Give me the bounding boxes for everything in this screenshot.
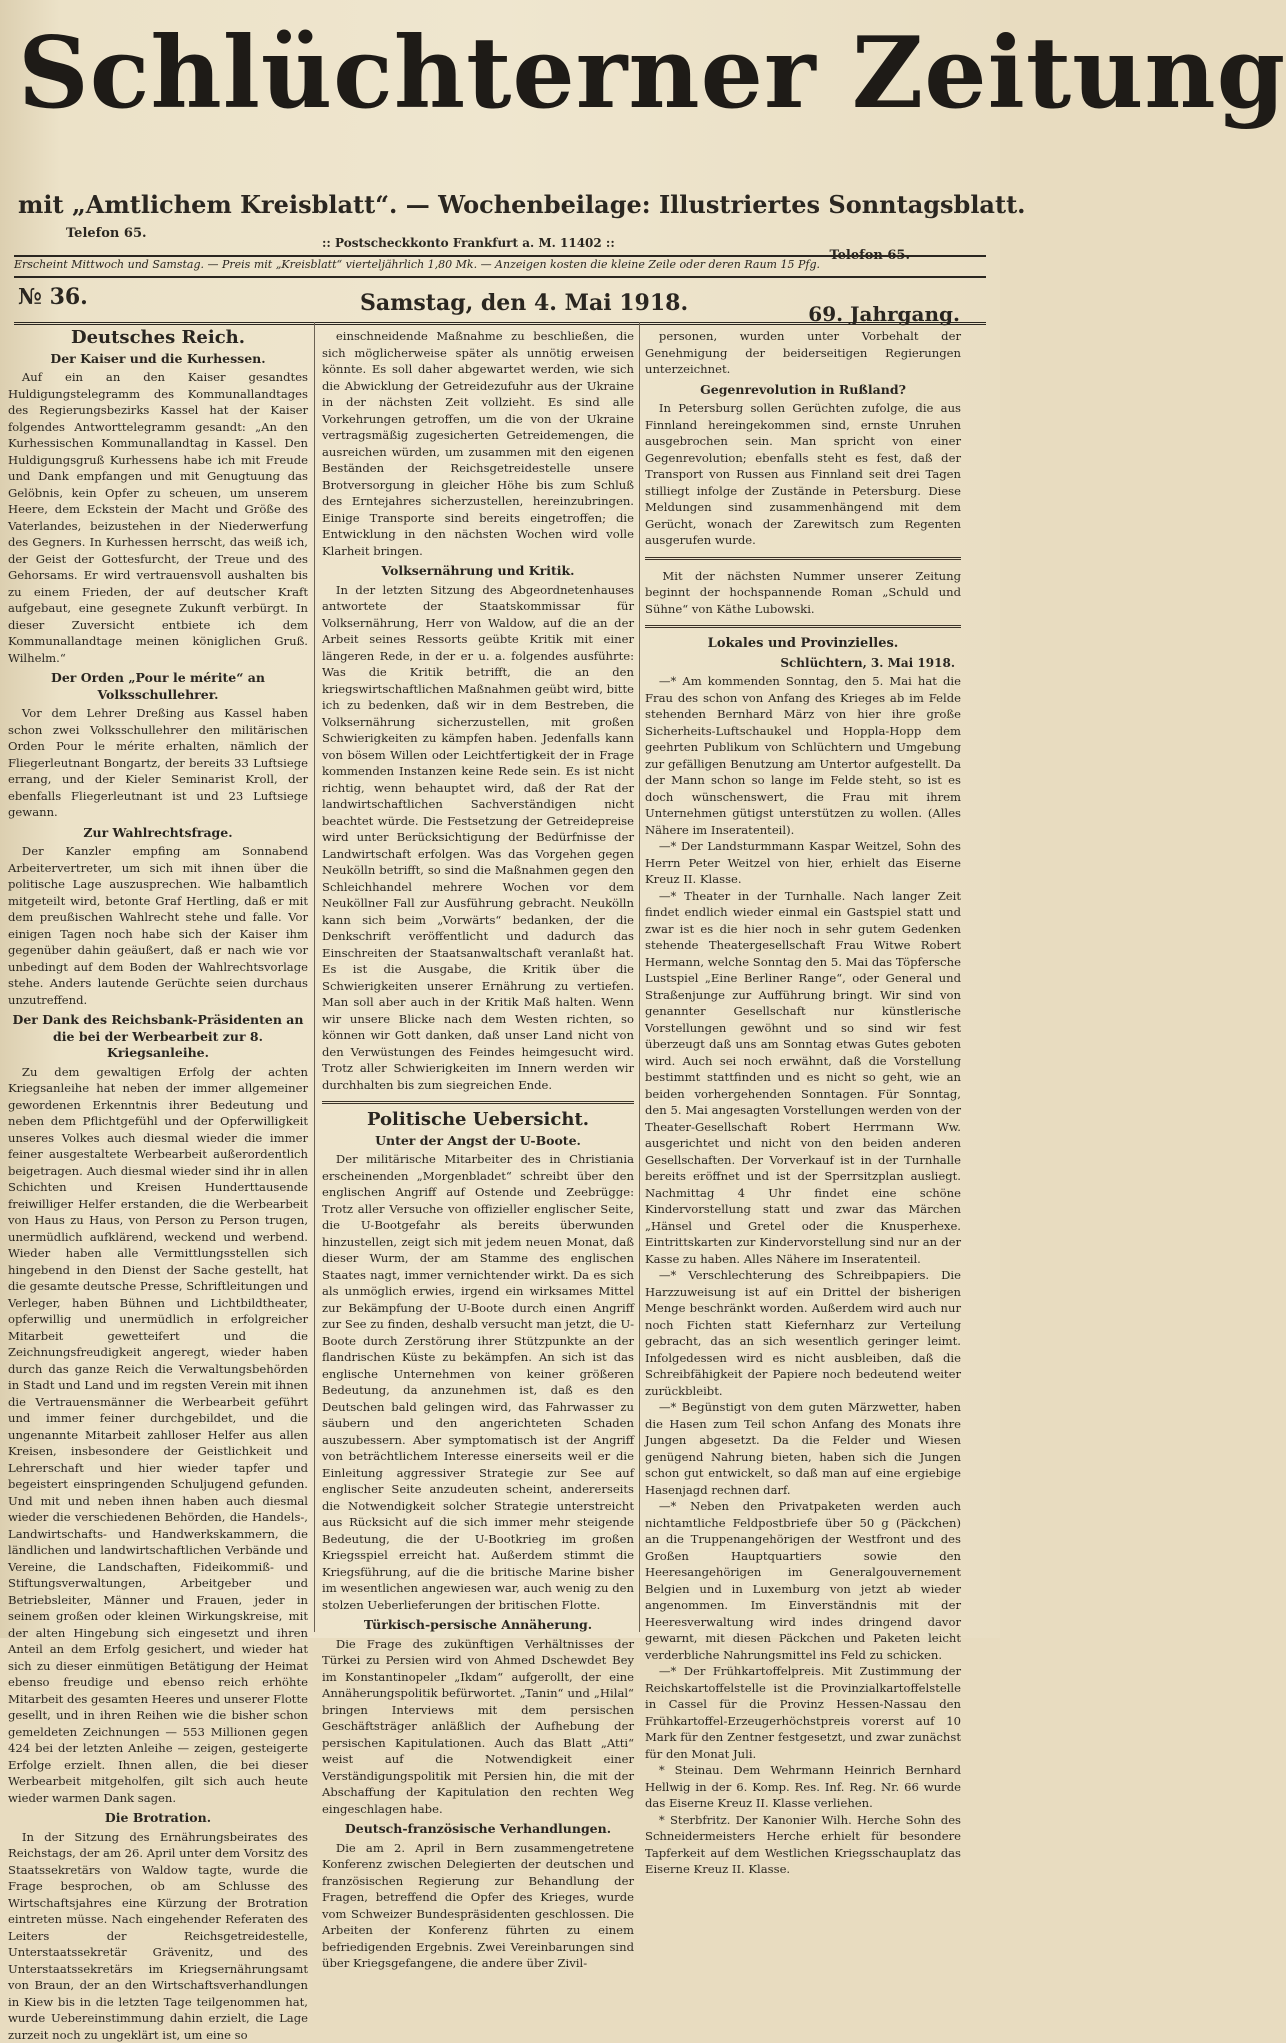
local-news-item: —* Begünstigt von dem guten Märzwetter, haben die Hasen zum Teil schon Anfang des Monats ihre Jungen abgesetzt. Da die Felder und Wiesen genügend Nahrung bieten, haben sich die Jungen schon gut entwickelt, so daß man auf eine ergiebige Hasenjagd rechnen darf.: [645, 1399, 961, 1498]
issue-date: Samstag, den 4. Mai 1918.: [360, 290, 688, 316]
article-heading: Der Orden „Pour le mérite“ an Volksschullehrer.: [8, 670, 308, 703]
article-text: In Petersburg sollen Gerüchten zufolge, die aus Finnland hereingekommen sind, ernste Unruhen ausgebrochen sein. Man spricht von einer Gegenrevolution; ebenfalls steht es fest, daß der Transport von Russen aus Finnland seit drei Tagen stilliegt infolge der Zustände in Petersburg. Diese Meldungen sind zusammenhängend mit dem Gerücht, wonach der Zarewitsch zum Regenten ausgerufen wurde.: [645, 400, 961, 549]
rule-top: [14, 255, 986, 257]
column-2: [322, 328, 634, 1628]
local-news-item: * Sterbfritz. Der Kanonier Wilh. Herche Sohn des Schneidermeisters Herche erhielt für besondere Tapferkeit auf dem Westlichen Kriegsschauplatz das Eiserne Kreuz II. Klasse.: [645, 1812, 961, 1878]
article-heading: Zur Wahlrechtsfrage.: [8, 825, 308, 842]
local-news-item: —* Verschlechterung des Schreibpapiers. Die Harzzuweisung ist auf ein Drittel der bisherigen Menge beschränkt worden. Außerdem wird auch nur noch Fichten statt Kiefernharz zur Verteilung gebracht, das an sich wesentlich geringer leimt. Infolgedessen wird es nicht ausbleiben, daß die Schreibfähigkeit der Papiere noch bedeutend weiter zurückbleibt.: [645, 1267, 961, 1399]
novel-notice: Mit der nächsten Nummer unserer Zeitung beginnt der hochspannende Roman „Schuld und Sühne“ von Käthe Lubowski.: [645, 568, 961, 618]
publication-info: Erscheint Mittwoch und Samstag. — Preis mit „Kreisblatt“ vierteljährlich 1,80 Mk. — Anzeigen kosten die kleine Zeile oder deren Raum 15 Pfg.: [14, 258, 989, 271]
column-divider: [314, 322, 315, 1632]
article-heading: Unter der Angst der U-Boote.: [322, 1133, 634, 1150]
article-heading: Volksernährung und Kritik.: [322, 563, 634, 580]
section-heading: Deutsches Reich.: [8, 330, 308, 347]
local-news-item: —* Der Landsturmmann Kaspar Weitzel, Sohn des Herrn Peter Weitzel von hier, erhielt das Eiserne Kreuz II. Klasse.: [645, 838, 961, 888]
issue-year: 69. Jahrgang.: [808, 302, 960, 326]
rule-info: [14, 276, 986, 278]
dateline: Schlüchtern, 3. Mai 1918.: [651, 655, 955, 672]
section-rule: [645, 625, 961, 628]
article-text: Die Frage des zukünftigen Verhältnisses der Türkei zu Persien wird von Ahmed Dschewdet Bey im Konstantinopeler „Ikdam“ aufgerollt, der eine Annäherungspolitik befürwortet. „Tanin“ und „Hilal“ bringen Interviews mit dem persischen Geschäftsträger anläßlich der Aufhebung der persischen Kapitulationen. Auch das Blatt „Atti“ weist auf die Notwendigkeit einer Verständigungspolitik mit Persien hin, die mit der Abschaffung der Kapitulation den rechten Weg eingeschlagen habe.: [322, 1636, 634, 1818]
column-1: [8, 328, 308, 1628]
newspaper-title: Schlüchterner Zeitung: [18, 14, 988, 134]
article-text: In der Sitzung des Ernährungsbeirates des Reichstags, der am 26. April unter dem Vorsitz des Staatssekretärs von Waldow tagte, wurde die Frage besprochen, ob am Schlusse des Wirtschaftsjahres eine Kürzung der Brotration eintreten müsse. Nach eingehender Referaten des Leiters der Reichsgetreidestelle, Unterstaatssekretär Grävenitz, und des Unterstaatssekretärs im Kriegsernährungsamt von Braun, der an den Wirtschaftsverhandlungen in Kiew bis in die letzten Tage teilgenommen hat, wurde Uebereinstimmung dahin erzielt, die Lage zurzeit noch zu ungeklärt ist, um eine so: [8, 1829, 308, 2043]
local-news-item: —* Neben den Privatpaketen werden auch nichtamtliche Feldpostbriefe über 50 g (Päckchen) an die Truppenangehörigen der Westfront und des Großen Hauptquartiers sowie den Heeresangehörigen im Generalgouvernement Belgien und in Luxemburg von jetzt ab wieder angenommen. Im Einverständnis mit der Heeresverwaltung wird indes dringend davor gewarnt, mit diesen Päckchen und Paketen leicht verderbliche Nahrungsmittel ins Feld zu schicken.: [645, 1498, 961, 1663]
local-news-item: * Steinau. Dem Wehrmann Heinrich Bernhard Hellwig in der 6. Komp. Res. Inf. Reg. Nr. 66 wurde das Eiserne Kreuz II. Klasse verliehen.: [645, 1762, 961, 1812]
section-rule: [322, 1101, 634, 1104]
newspaper-subtitle: mit „Amtlichem Kreisblatt“. — Wochenbeilage: Illustriertes Sonntagsblatt.: [18, 190, 988, 219]
column-divider: [639, 322, 640, 1632]
article-heading: Der Dank des Reichsbank-Präsidenten an die bei der Werbearbeit zur 8. Kriegsanleihe.: [8, 1012, 308, 1062]
postcheck-line: :: Postscheckkonto Frankfurt a. M. 11402 ::: [322, 236, 615, 250]
local-news-item: —* Am kommenden Sonntag, den 5. Mai hat die Frau des schon von Anfang des Krieges ab im Felde stehenden Bernhard März von hier ihre große Sicherheits-Luftschaukel und Hoppla-Hopp dem geehrten Publikum von Schlüchtern und Umgebung zur gefälligen Benutzung am Untertor aufgestellt. Da der Mann schon so lange im Felde steht, so ist es doch wünschenswert, die Frau mit ihrem Unternehmen gütigst unterstützen zu wollen. (Alles Nähere im Inseratenteil).: [645, 673, 961, 838]
article-text: Der militärische Mitarbeiter des in Christiania erscheinenden „Morgenbladet“ schreibt über den englischen Angriff auf Ostende und Zeebrügge: Trotz aller Versuche von offizieller englischer Seite, die U-Bootgefahr als bereits überwunden hinzustellen, zeigt sich mit jedem neuen Monat, daß dieser Wurm, der am Stamme des englischen Staates nagt, immer vernichtender wirkt. Da es sich als unmöglich erwies, irgend ein wirksames Mittel zur Bekämpfung der U-Boote durch einen Angriff zur See zu finden, deshalb versucht man jetzt, die U-Boote durch Zerstörung ihrer Stützpunkte an der flandrischen Küste zu bekämpfen. An sich ist das englische Unternehmen von keiner größeren Bedeutung, da anzunehmen ist, daß es den Deutschen bald gelingen wird, das Fahrwasser zu säubern und den angerichteten Schaden auszubessern. Aber symptomatisch ist der Angriff von beträchtlichem Interesse einerseits weil er die Einleitung aggressiver Strategie zur See auf englischer Seite anzudeuten scheint, andererseits die Notwendigkeit solcher Strategie unterstreicht aus Rücksicht auf die sich immer mehr steigende Bedeutung, die der U-Bootkrieg im großen Kriegsspiel erreicht hat. Außerdem stimmt die Kriegsführung, auf die die britische Marine bisher im wesentlichen angewiesen war, auch wenig zu den stolzen Ueberlieferungen der britischen Flotte.: [322, 1151, 634, 1613]
article-text: Die am 2. April in Bern zusammengetretene Konferenz zwischen Delegierten der deutschen und französischen Regierung zur Behandlung der Fragen, betreffend die Opfer des Krieges, wurde vom Schweizer Bundespräsidenten geschlossen. Die Arbeiten der Konferenz führten zu einem befriedigenden Ergebnis. Zwei Vereinbarungen sind über Kriegsgefangene, die andere über Zivil-: [322, 1840, 634, 1972]
issue-number: № 36.: [18, 284, 88, 310]
telefon-left: Telefon 65.: [66, 226, 147, 241]
rule-header-bottom: [14, 322, 986, 325]
article-text: In der letzten Sitzung des Abgeordnetenhauses antwortete der Staatskommissar für Volksernährung, Herr von Waldow, auf die an der Arbeit seines Ressorts geübte Kritik mit einer längeren Rede, in der er u. a. folgendes ausführte: Was die Kritik betrifft, die an den kriegswirtschaftlichen Maßnahmen geübt wird, bitte ich zu bedenken, daß wir in dem Bestreben, die Volksernährung sicherzustellen, mit großen Schwierigkeiten zu kämpfen haben. Jedenfalls kann von bösem Willen oder Leichtfertigkeit der in Frage kommenden Instanzen keine Rede sein. Es ist nicht richtig, wenn behauptet wird, daß der Rat der landwirtschaftlichen Sachverständigen nicht beachtet würde. Die Festsetzung der Getreidepreise wird unter Berücksichtigung der Bedürfnisse der Landwirtschaft erfolgen. Was das Vorgehen gegen Neukölln betrifft, so sind die Maßnahmen gegen den Schleichhandel mehrere Wochen vor dem Neuköllner Fall zur Ausführung gebracht. Neukölln kann sich beim „Vorwärts“ bedanken, der die Denkschrift veröffentlicht und dadurch das Einschreiten der Staatsanwaltschaft veranlaßt hat. Es ist die Ausgabe, die Kritik über die Schwierigkeiten unserer Ernährung zu vertiefen. Man soll aber auch in der Kritik Maß halten. Wenn wir unsere Blicke nach dem Westen richten, so können wir Gott danken, daß unser Land nicht von den Verwüstungen des Feindes heimgesucht wird. Trotz aller Schwierigkeiten im Innern werden wir durchhalten bis zum siegreichen Ende.: [322, 582, 634, 1094]
column-3: [645, 328, 961, 1628]
local-news-item: —* Der Frühkartoffelpreis. Mit Zustimmung der Reichskartoffelstelle ist die Provinzialkartoffelstelle in Cassel für die Provinz Hessen-Nassau den Frühkartoffel-Erzeugerhöchstpreis vorerst auf 10 Mark für den Zentner festgesetzt, und zwar zunächst für den Monat Juli.: [645, 1663, 961, 1762]
article-text: Zu dem gewaltigen Erfolg der achten Kriegsanleihe hat neben der immer allgemeiner gewordenen Erkenntnis ihrer Bedeutung und neben dem Pflichtgefühl und der Opferwilligkeit unseres Volkes auch diesmal wieder die immer feiner ausgestaltete Werbearbeit außerordentlich beigetragen. Auch diesmal wieder sind ihr in allen Schichten und Kreisen Hunderttausende freiwilliger Helfer erstanden, die die Werbearbeit von Haus zu Haus, von Person zu Person trugen, unermüdlich aufklärend, weckend und werbend. Wieder haben alle Vermittlungsstellen sich hingebend in den Dienst der Sache gestellt, hat die gesamte deutsche Presse, Schriftleitungen und Verleger, haben Bühnen und Lichtbildtheater, opferwillig und unermüdlich in erfolgreicher Mitarbeit gewetteifert und die Zeichnungsfreudigkeit angeregt, wieder haben durch das ganze Reich die Verwaltungsbehörden in Stadt und Land und im regsten Verein mit ihnen die Vertrauensmänner die Werbearbeit geführt und immer feiner durchgebildet, und die ungenannte Mitarbeit zahlloser Helfer aus allen Kreisen, insbesondere der Geistlichkeit und Lehrerschaft und hier wieder tapfer und begeistert einspringenden Schuljugend gefunden. Und mit und neben ihnen haben auch diesmal wieder die verschiedenen Behörden, die Handels-, Landwirtschafts- und Handwerkskammern, die ländlichen und landwirtschaftlichen Verbände und Vereine, die Landschaften, Fideikommiß- und Stiftungsverwaltungen, Arbeitgeber und Betriebsleiter, Männer und Frauen, jeder in seinem großen oder kleinen Wirkungskreise, mit der alten Hingebung sich eingesetzt und ihren Anteil an dem Erfolg gesichert, und wieder hat sich zu dieser einmütigen Betätigung der Heimat ebenso freudige und ebenso reich erhöhte Mitarbeit des gesamten Heeres und unserer Flotte gesellt, und in ihren Reihen wie die bisher schon gemeldeten Zeichnungen — 553 Millionen gegen 424 bei der letzten Anleihe — zeigen, gesteigerte Erfolge erzielt. Ihnen allen, die bei dieser Werbearbeit mitgeholfen, gilt sich auch heute wieder warmen Dank sagen.: [8, 1064, 308, 1807]
article-heading: Deutsch-französische Verhandlungen.: [322, 1821, 634, 1838]
section-heading: Politische Uebersicht.: [322, 1112, 634, 1129]
masthead: [0, 0, 1000, 185]
telefon-right: Telefon 65.: [829, 248, 910, 263]
article-text: Vor dem Lehrer Dreßing aus Kassel haben schon zwei Volksschullehrer den militärischen Orden Pour le mérite erhalten, nämlich der Fliegerleutnant Bongartz, der bereits 33 Luftsiege errang, und der Kieler Seminarist Kroll, der ebenfalls Fliegerleutnant ist und 23 Luftsiege gewann.: [8, 705, 308, 821]
article-text: Der Kanzler empfing am Sonnabend Arbeitervertreter, um sich mit ihnen über die politische Lage auszusprechen. Wie halbamtlich mitgeteilt wird, betonte Graf Hertling, daß er mit dem preußischen Wahlrecht stehe und falle. Vor einigen Tagen noch habe sich der Kaiser ihm gegenüber dahin geäußert, daß er nach wie vor unbedingt auf dem Boden der Wahlrechtsvorlage stehe. Anders lautende Gerüchte seien durchaus unzutreffend.: [8, 843, 308, 1008]
article-heading: Gegenrevolution in Rußland?: [645, 382, 961, 399]
article-heading: Der Kaiser und die Kurhessen.: [8, 351, 308, 368]
article-text: einschneidende Maßnahme zu beschließen, die sich möglicherweise später als unnötig erweisen könnte. Es soll daher abgewartet werden, wie sich die Abwicklung der Getreidezufuhr aus der Ukraine in der nächsten Zeit vollzieht. Es sind alle Vorkehrungen getroffen, um die von der Ukraine vertragsmäßig zugesicherten Getreidemengen, die ausreichen würden, um zusammen mit den eigenen Beständen der Reichsgetreidestelle unsere Brotversorgung in gleicher Höhe bis zum Schluß des Erntejahres sicherzustellen, hereinzubringen. Einige Transporte sind bereits eingetroffen; die Entwicklung in den nächsten Wochen wird volle Klarheit bringen.: [322, 328, 634, 559]
article-text: personen, wurden unter Vorbehalt der Genehmigung der beiderseitigen Regierungen unterzeichnet.: [645, 328, 961, 378]
local-news-item: —* Theater in der Turnhalle. Nach langer Zeit findet endlich wieder einmal ein Gastspiel statt und zwar ist es die hier noch in sehr gutem Gedenken stehende Theatergesellschaft Frau Witwe Robert Hermann, welche Sonntag den 5. Mai das Töpfersche Lustspiel „Eine Berliner Range“, oder General und Straßenjunge zur Aufführung bringt. Wir sind von genannter Gesellschaft nur künstlerische Vorstellungen gewöhnt und so sind wir fest überzeugt daß uns am Sonntag etwas Gutes geboten wird. Auch sei noch erwähnt, daß die Vorstellung bestimmt stattfinden und es nicht so geht, wie an beiden vorhergehenden Sonntagen. Für Sonntag, den 5. Mai angesagten Vorstellungen werden von der Theater-Gesellschaft Robert Herrmann Ww. ausgerichtet und nicht von den beiden anderen Gesellschaften. Der Vorverkauf ist in der Turnhalle bereits eröffnet und ist der Sperrsitzplan ausliegt. Nachmittag 4 Uhr findet eine schöne Kindervorstellung statt und zwar das Märchen „Hänsel und Gretel oder die Knusperhexe. Eintrittskarten zur Kindervorstellung sind nur an der Kasse zu haben. Alles Nähere im Inseratenteil.: [645, 888, 961, 1268]
article-text: Auf ein an den Kaiser gesandtes Huldigungstelegramm des Kommunallandtages des Regierungsbezirks Kassel hat der Kaiser folgendes Antworttelegramm gesandt: „An den Kurhessischen Kommunallandtag in Kassel. Den Huldigungsgruß Kurhessens habe ich mit Freude und Dank empfangen und mit Genugtuung das Gelöbnis, kein Opfer zu scheuen, um unserem Heere, dem Eckstein der Macht und Größe des Vaterlandes, beizustehen in der Niederwerfung des Gegners. In Kurhessen herrscht, das weiß ich, der Geist der Gottesfurcht, der Treue und des Gehorsams. Er wird vertrauensvoll aushalten bis zu einem Frieden, der auf deutscher Kraft aufgebaut, eine gesegnete Zukunft verbürgt. In dieser Zuversicht entbiete ich dem Kommunallandtage meinen königlichen Gruß. Wilhelm.“: [8, 369, 308, 666]
section-heading: Lokales und Provinzielles.: [645, 636, 961, 653]
article-heading: Die Brotration.: [8, 1810, 308, 1827]
section-rule: [645, 557, 961, 560]
article-heading: Türkisch-persische Annäherung.: [322, 1617, 634, 1634]
